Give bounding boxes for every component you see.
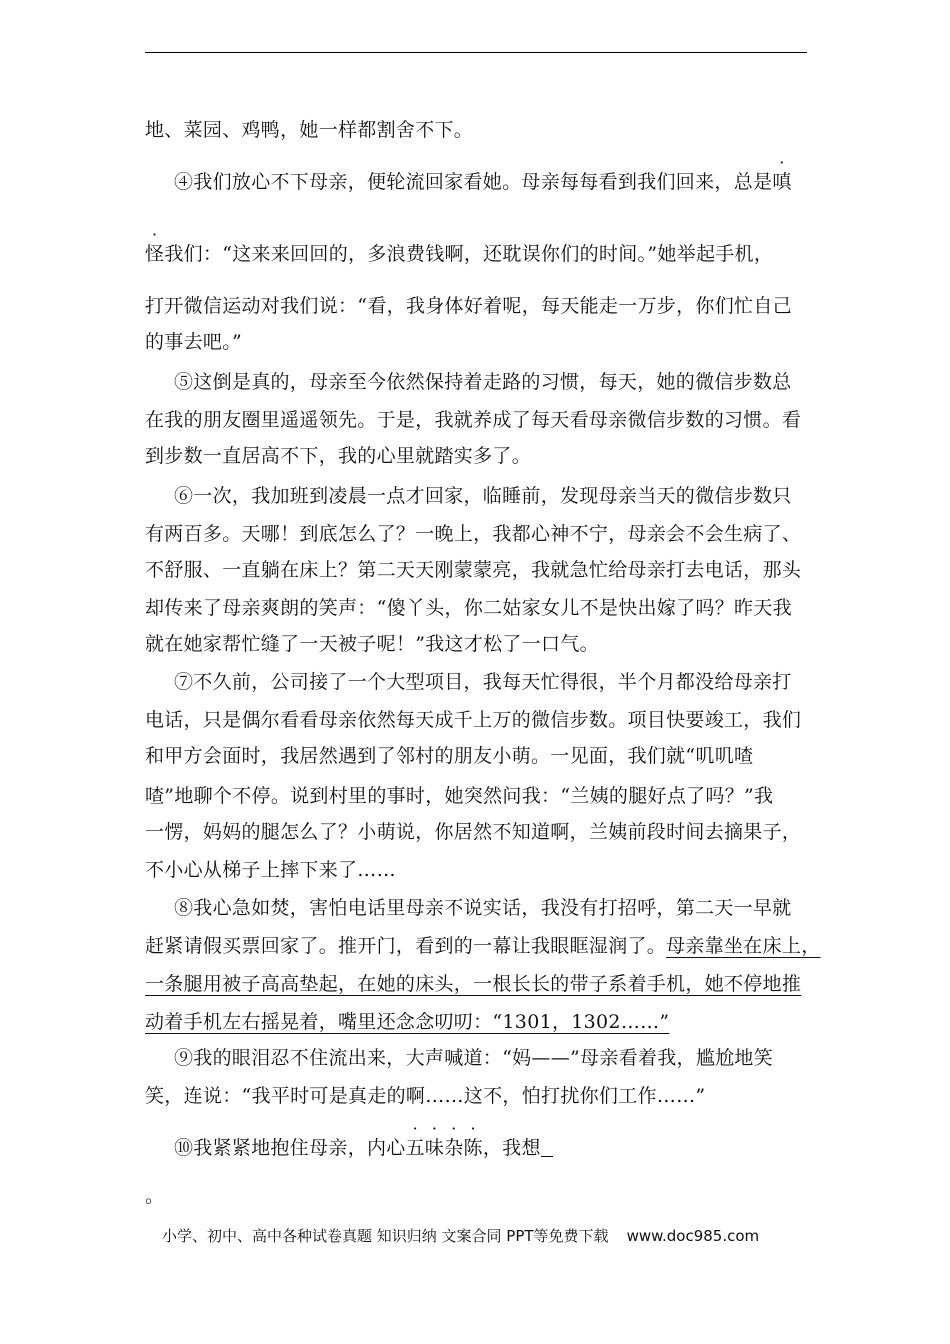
text-run: 我们：“这来来回回的，多浪费钱啊，还耽误你们的时间。”她举起手机， [164, 243, 774, 265]
paragraph-8-line-4-underlined: 动着手机左右摇晃着，嘴里还念念叨叨：“1301，1302……” [145, 1011, 670, 1033]
text-run: ④我们放心不下母亲，便轮流回家看她。母亲每每看到我们回来，总是 [174, 171, 773, 193]
text-run: ，我想 [482, 1137, 541, 1159]
paragraph-7-line-5: 一愣，妈妈的腿怎么了？小萌说，你居然不知道啊，兰姨前段时间去摘果子， [145, 821, 802, 843]
paragraph-7-line-6: 不小心从梯子上摔下来了…… [145, 859, 396, 881]
text-run: 赶紧请假买票回家了。推开门，看到的一幕让我眼眶湿润了。 [145, 935, 667, 957]
paragraph-6-line-4: 却传来了母亲爽朗的笑声：“傻丫头，你二姑家女儿不是快出嫁了吗？昨天我 [145, 597, 792, 619]
emphasis-char-chen: 嗔 [772, 171, 792, 193]
paragraph-9-line-2: 笑，连说：“我平时可是真走的啊……这不，怕打扰你们工作……” [145, 1085, 706, 1107]
footer-url-link[interactable]: www.doc985.com [626, 1227, 760, 1245]
paragraph-8-line-2 [145, 934, 821, 958]
emphasis-char-chen2: 陈 [463, 1137, 483, 1159]
header-rule [145, 52, 807, 53]
footer-text: 小学、初中、高中各种试卷真题 知识归纳 文案合同 PPT等免费下载 [162, 1227, 609, 1245]
emphasis-char-wu: 五 [405, 1137, 425, 1159]
paragraph-10-line-1 [174, 1136, 807, 1160]
text-run: ⑩我紧紧地抱住母亲，内心 [174, 1137, 406, 1159]
paragraph-4-line-1 [174, 170, 807, 194]
paragraph-5-line-2: 在我的朋友圈里遥遥领先。于是，我就养成了每天看母亲微信步数的习惯。看 [145, 409, 802, 431]
paragraph-7-line-3: 和甲方会面时，我居然遇到了邻村的朋友小萌。一见面，我们就“叽叽喳 [145, 745, 754, 767]
paragraph-4-line-3: 打开微信运动对我们说：“看，我身体好着呢，每天能走一万步，你们忙自己 [145, 295, 792, 317]
answer-blank[interactable] [541, 1136, 553, 1157]
paragraph-7-line-4: 喳”地聊个不停。说到村里的事时，她突然问我：“兰姨的腿好点了吗？”我 [145, 785, 774, 807]
paragraph-4-line-2 [145, 242, 807, 266]
paragraph-10-line-2: 。 [145, 1185, 165, 1207]
paragraph-4-line-4: 的事去吧。” [145, 331, 243, 353]
paragraph-8-line-3-underlined: 一条腿用被子高高垫起，在她的床头，一根长长的带子系着手机，她不停地推 [145, 973, 802, 995]
paragraph-7-line-1: ⑦不久前，公司接了一个大型项目，我每天忙得很，半个月都没给母亲打 [174, 671, 792, 693]
paragraph-5-line-1: ⑤这倒是真的，母亲至今依然保持着走路的习惯，每天，她的微信步数总 [174, 371, 792, 393]
paragraph-9-line-1: ⑨我的眼泪忍不住流出来，大声喊道：“妈——”母亲看着我，尴尬地笑 [174, 1047, 774, 1069]
text-line-1: 地、菜园、鸡鸭，她一样都割舍不下。 [145, 119, 474, 141]
paragraph-8-line-1: ⑧我心急如焚，害怕电话里母亲不说实话，我没有打招呼，第二天一早就 [174, 897, 792, 919]
paragraph-5-line-3: 到步数一直居高不下，我的心里就踏实多了。 [145, 445, 532, 467]
paragraph-7-line-2: 电话，只是偶尔看看母亲依然每天成千上万的微信步数。项目快要竣工，我们 [145, 709, 802, 731]
paragraph-6-line-3: 不舒服、一直躺在床上？第二天天刚蒙蒙亮，我就急忙给母亲打去电话，那头 [145, 559, 802, 581]
page-footer [162, 1226, 759, 1246]
paragraph-6-line-1: ⑥一次，我加班到凌晨一点才回家，临睡前，发现母亲当天的微信步数只 [174, 485, 792, 507]
emphasis-char-za: 杂 [444, 1137, 464, 1159]
emphasis-char-guai: 怪 [145, 243, 165, 265]
emphasis-char-wei: 味 [424, 1137, 445, 1159]
underlined-sentence: 母亲靠坐在床上， [666, 935, 821, 957]
paragraph-6-line-2: 有两百多。天哪！到底怎么了？一晚上，我都心神不宁，母亲会不会生病了、 [145, 523, 802, 545]
paragraph-6-line-5: 就在她家帮忙缝了一天被子呢！”我这才松了一口气。 [145, 633, 599, 655]
